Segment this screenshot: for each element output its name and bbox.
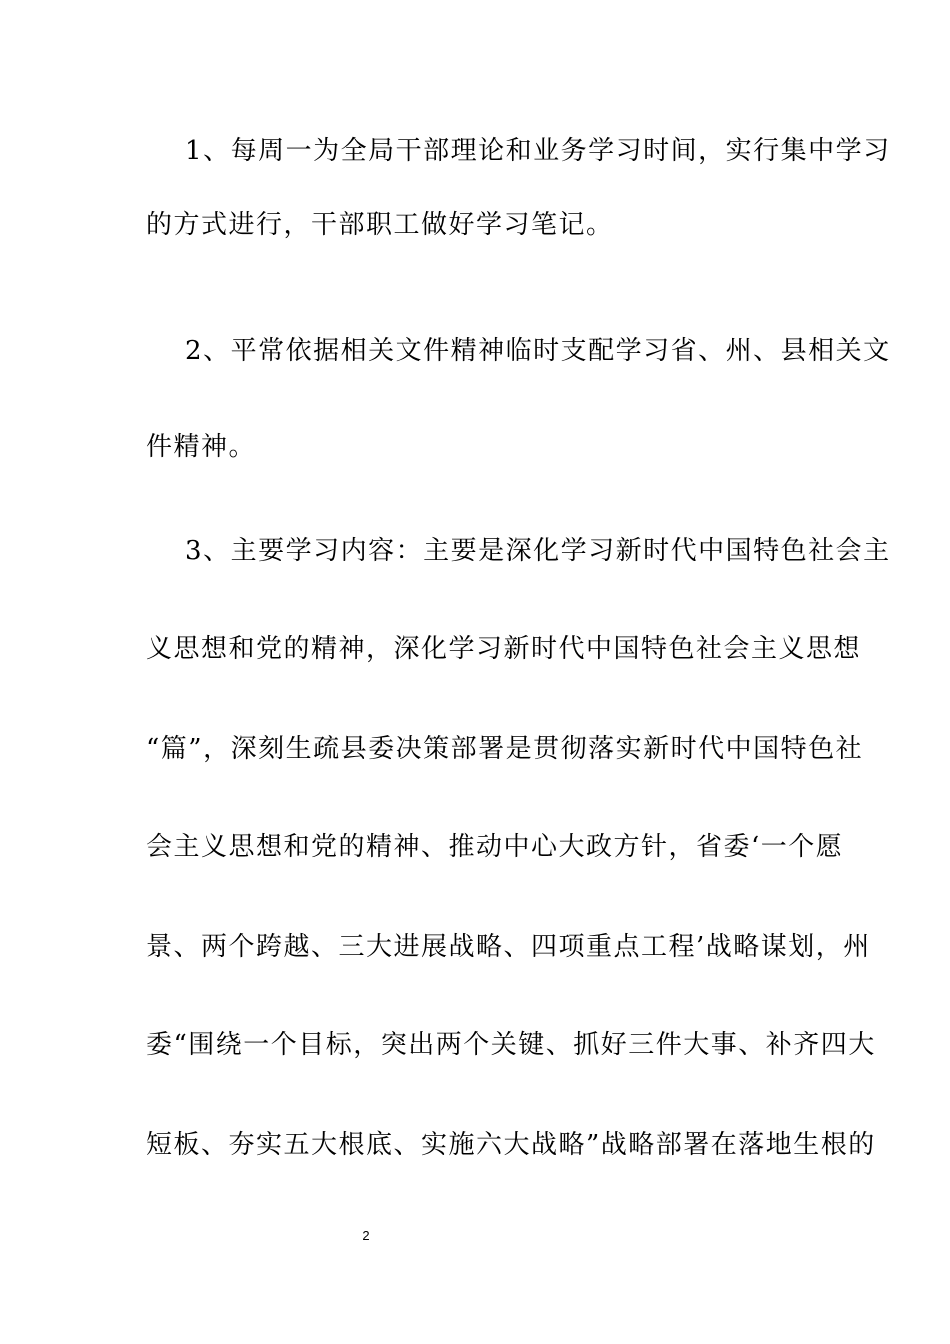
text-line: 景、两个跨越、三大进展战略、四项重点工程’战略谋划，州 — [146, 932, 871, 962]
text-line: 委“围绕一个目标，突出两个关键、抓好三件大事、补齐四大 — [146, 1030, 876, 1060]
page-number: 2 — [362, 1228, 370, 1243]
text-line: 会主义思想和党的精神、推动中心大政方针，省委‘一个愿 — [146, 832, 844, 862]
text-line: 义思想和党的精神，深化学习新时代中国特色社会主义思想 — [146, 634, 862, 664]
text-line: 的方式进行，干部职工做好学习笔记。 — [146, 210, 614, 240]
text-line: 短板、夯实五大根底、实施六大战略”战略部署在落地生根的 — [146, 1130, 876, 1160]
text-line: “篇”，深刻生疏县委决策部署是贯彻落实新时代中国特色社 — [146, 734, 864, 764]
text-line: 3、主要学习内容：主要是深化学习新时代中国特色社会主 — [146, 536, 891, 566]
text-line: 1、每周一为全局干部理论和业务学习时间，实行集中学习 — [146, 136, 891, 166]
text-line: 2、平常依据相关文件精神临时支配学习省、州、县相关文 — [146, 336, 891, 366]
text-line: 件精神。 — [146, 432, 257, 462]
